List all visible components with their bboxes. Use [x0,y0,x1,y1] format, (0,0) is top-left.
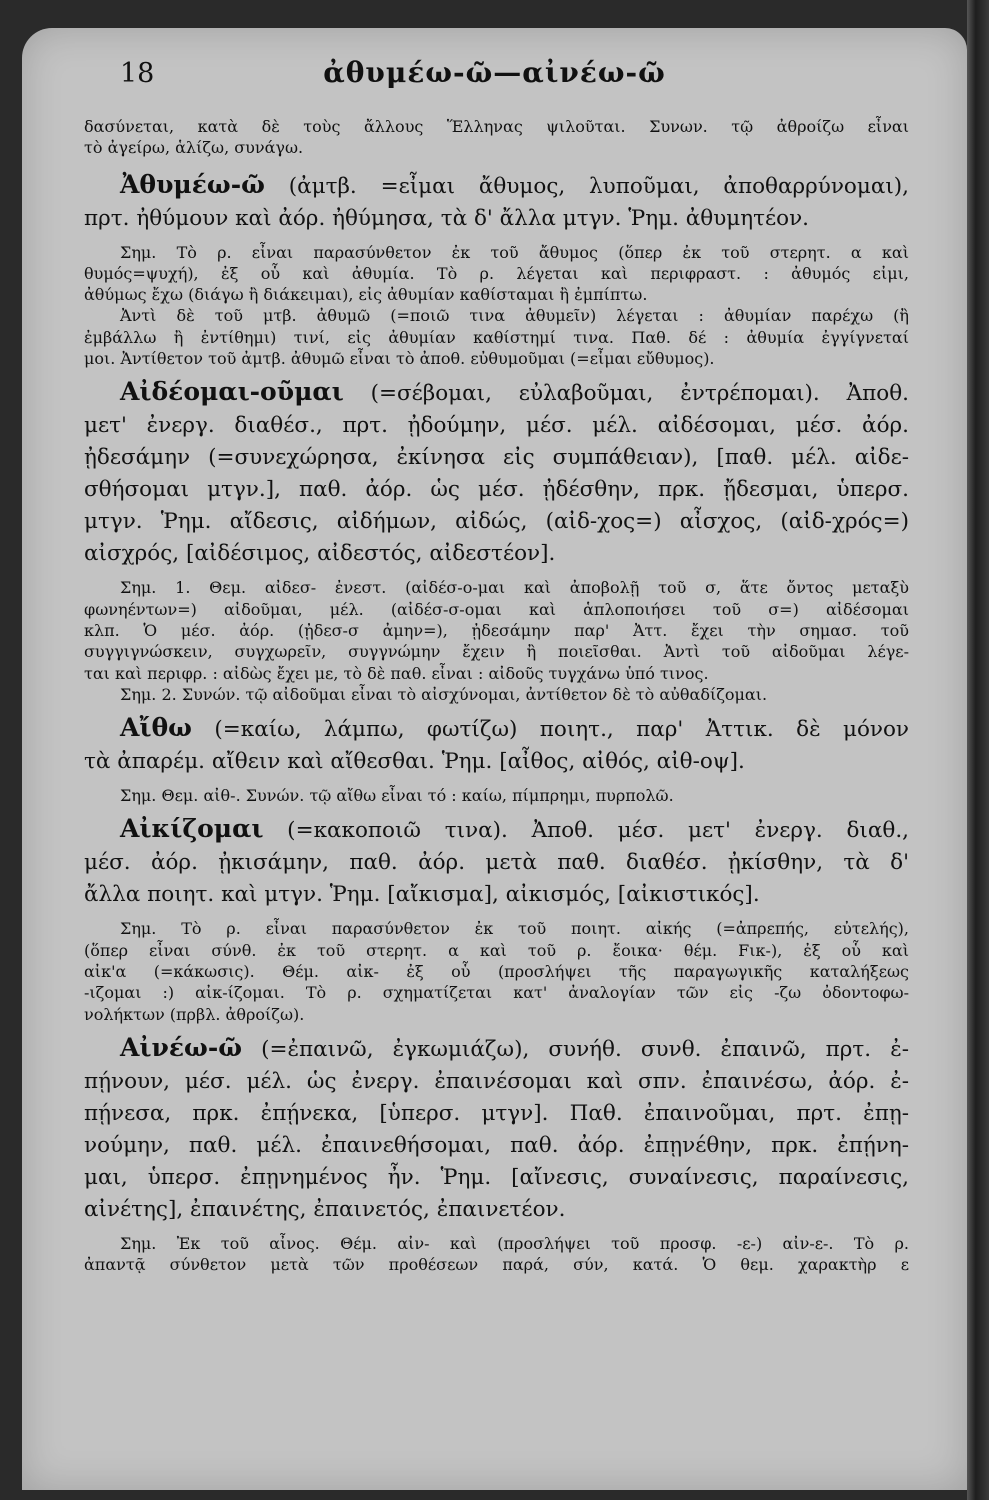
text-line [84,712,909,746]
text-line: μετ' ἐνεργ. διαθέσ., πρτ. ᾐδούμην, μέσ. μέλ. αἰδέσομαι, μέσ. ἀόρ. [84,413,909,439]
text-line: σθήσομαι μτγν.], παθ. ἀόρ. ὡς μέσ. ᾐδέσθην, πρκ. ᾔδεσμαι, ὑπερσ. [84,477,909,503]
text-line: πῄνεσα, πρκ. ἐπῄνεκα, [ὑπερσ. μτγν]. Παθ. ἐπαινοῦμαι, πρτ. ἐπῃ- [84,1100,909,1126]
text-fragment: (=κακοποιῶ τινα). Ἀποθ. μέσ. μετ' ἐνεργ. διαθ., [263,818,909,844]
text-line: μέσ. ἀόρ. ᾐκισάμην, παθ. ἀόρ. μετὰ παθ. διαθέσ. ᾐκίσθην, τὰ δ' [84,850,909,876]
text-fragment: (ἀμτβ. =εἶμαι ἄθυμος, λυποῦμαι, ἀποθαρρύνομαι), [264,173,909,199]
text-line: Σημ. 1. Θεμ. αἰδεσ- ἐνεστ. (αἰδέσ-ο-μαι καὶ ἀποβολῇ τοῦ σ, ἅτε ὄντος μεταξὺ [120,578,909,598]
text-line: Σημ. Θεμ. αἰθ-. Συνών. τῷ αἴθω εἶναι τό : καίω, πίμπρημι, πυρπολῶ. [120,786,674,806]
text-line: τὸ ἀγείρω, ἁλίζω, συνάγω. [84,138,304,158]
text-line: (ὅπερ εἶναι σύνθ. ἐκ τοῦ στερητ. α καὶ τοῦ ρ. ἔοικα· θέμ. Fικ-), ἐξ οὗ καὶ [84,940,909,960]
text-fragment: (=σέβομαι, εὐλαβοῦμαι, ἐντρέπομαι). Ἀποθ. [343,381,909,407]
text-line: μτγν. Ῥημ. αἴδεσις, αἰδήμων, αἰδώς, (αἰδ-χος=) αἶσχος, (αἰδ-χρός=) [84,509,909,535]
text-line: θυμός=ψυχή), ἐξ οὗ καὶ ἀθυμία. Τὸ ρ. λέγεται καὶ περιφραστ. : ἀθυμός εἰμι, [84,263,909,283]
text-line [84,376,909,410]
note-athymeo [84,242,909,370]
lemma-headword: Αἰκίζομαι [120,814,264,844]
text-line: Σημ. Ἐκ τοῦ αἶνος. Θέμ. αἰν- καὶ (προσλήψει τοῦ προσφ. -ε-) αἰν-ε-. Τὸ ρ. [120,1233,909,1253]
entry-aideomai [84,376,909,570]
text-line: ἄλλα ποιητ. καὶ μτγν. Ῥημ. [αἴκισμα], αἰκισμός, [αἰκιστικός]. [84,882,760,908]
text-line: αἰνέτης], ἐπαινέτης, ἐπαινετός, ἐπαινετέον. [84,1196,566,1222]
entry-aikizomai [84,813,909,911]
text-line: κλπ. Ὁ μέσ. ἀόρ. (ᾐδεσ-σ ἀμην=), ᾐδεσάμην παρ' Ἀττ. ἔχει τὴν σημασ. τοῦ [84,620,909,640]
lemma-headword: Αἴθω [120,713,192,743]
text-line: ται καὶ περιφρ. : αἰδὼς ἔχει με, τὸ δὲ παθ. εἶναι : αἰδοῦς τυγχάνω ὑπό τινος. [84,663,709,683]
entry-aitho [84,712,909,778]
text-line: αἰσχρός, [αἰδέσιμος, αἰδεστός, αἰδεστέον]. [84,541,556,567]
text-fragment: (=ἐπαινῶ, ἐγκωμιάζω), συνήθ. συνθ. ἐπαινῶ, πρτ. ἐ- [242,1036,909,1062]
text-line: ᾐδεσάμην (=συνεχώρησα, ἐκίνησα εἰς συμπάθειαν), [παθ. μέλ. αἰδε- [84,445,909,471]
note-aideomai [84,577,909,705]
text-line: ἐμβάλλω ἢ ἐντίθημι) τινί, εἰς ἀθυμίαν καθίστημί τινα. Παθ. δέ : ἀθυμία ἐγγίγνεταί [84,327,909,347]
text-line: Σημ. Τὸ ρ. εἶναι παρασύνθετον ἐκ τοῦ ἄθυμος (ὅπερ ἐκ τοῦ στερητ. α καὶ [120,242,909,262]
lemma-headword: Αἰδέομαι-οῦμαι [120,377,344,407]
book-spine [967,0,989,1500]
text-line: νολήκτων (πρβλ. ἀθροίζω). [84,1004,305,1024]
text-line: τὰ ἀπαρέμ. αἴθειν καὶ αἴθεσθαι. Ῥημ. [αἶθος, αἰθός, αἰθ-οψ]. [84,749,745,775]
page-number: 18 [120,58,155,89]
text-line: δασύνεται, κατὰ δὲ τοὺς ἄλλους Ἕλληνας ψιλοῦται. Συνων. τῷ ἀθροίζω εἶναι [84,117,909,136]
text-line: μοι. Ἀντίθετον τοῦ ἀμτβ. ἀθυμῶ εἶναι τὸ ἀποθ. εὐθυμοῦμαι (=εἶμαι εὔθυμος). [84,349,715,369]
note-aikizomai [84,918,909,1024]
text-line: -ιζομαι :) αἰκ-ίζομαι. Τὸ ρ. σχηματίζεται κατ' ἀναλογίαν τῶν εἰς -ζω ὀδοντοφω- [84,983,909,1003]
text-line [84,1032,909,1066]
text-line: Σημ. 2. Συνών. τῷ αἰδοῦμαι εἶναι τὸ αἰσχύνομαι, ἀντίθετον δὲ τὸ αὐθαδίζομαι. [120,684,768,704]
entry-athymeo [84,169,909,235]
text-line: Σημ. Τὸ ρ. εἶναι παρασύνθετον ἐκ τοῦ ποιητ. αἰκής (=ἀπρεπής, εὐτελής), [120,919,909,939]
text-line: ἀθύμως ἔχω (διάγω ἢ διάκειμαι), εἰς ἀθυμίαν καθίσταμαι ἢ ἐμπίπτω. [84,285,648,305]
text-line: νούμην, παθ. μέλ. ἐπαινεθήσομαι, παθ. ἀόρ. ἐπῃνέθην, πρκ. ἐπῄνη- [84,1132,909,1158]
note-aitho [84,785,909,806]
text-line: ἀπαντᾷ σύνθετον μετὰ τῶν προθέσεων παρά, σύν, κατά. Ὁ θεμ. χαρακτὴρ ε [84,1255,909,1275]
lemma-headword: Ἀθυμέω-ῶ [120,169,265,199]
lemma-headword: Αἰνέω-ῶ [120,1032,243,1062]
text-line: φωνηέντων=) αἰδοῦμαι, μέλ. (αἰδέσ-σ-ομαι καὶ ἁπλοποιήσει τοῦ σ=) αἰδέσομαι [84,599,909,619]
text-line [84,813,909,847]
entry-aineo [84,1032,909,1226]
text-line: Ἀντὶ δὲ τοῦ μτβ. ἀθυμῶ (=ποιῶ τινα ἀθυμεῖν) λέγεται : ἀθυμίαν παρέχω (ἢ [120,306,909,326]
running-title: ἀθυμέω-ῶ—αἰνέω-ῶ [323,56,666,89]
text-line [84,169,909,203]
note-aineo [84,1233,909,1276]
text-line: μαι, ὑπερσ. ἐπῃνημένος ἦν. Ῥημ. [αἴνεσις, συναίνεσις, παραίνεσις, [84,1164,909,1190]
page-body [84,116,909,1276]
text-line: πῄνουν, μέσ. μέλ. ὡς ἐνεργ. ἐπαινέσομαι καὶ σπν. ἐπαινέσω, ἀόρ. ἐ- [84,1068,909,1094]
book-page [22,28,967,1490]
text-line: συγγιγνώσκειν, συγχωρεῖν, συγγνώμην ἔχειν ἢ ποιεῖσθαι. Ἀντὶ τοῦ αἰδοῦμαι λέγε- [84,642,909,662]
text-fragment: (=καίω, λάμπω, φωτίζω) ποιητ., παρ' Ἀττικ. δὲ μόνον [191,717,909,743]
text-line: αἰκ'α (=κάκωσις). Θέμ. αἰκ- ἐξ οὗ (προσλήψει τῆς παραγωγικῆς καταλήξεως [84,962,909,982]
text-line: πρτ. ἠθύμουν καὶ ἀόρ. ἠθύμησα, τὰ δ' ἄλλα μτγν. Ῥημ. ἀθυμητέον. [84,205,810,231]
paragraph-continued [84,116,909,159]
